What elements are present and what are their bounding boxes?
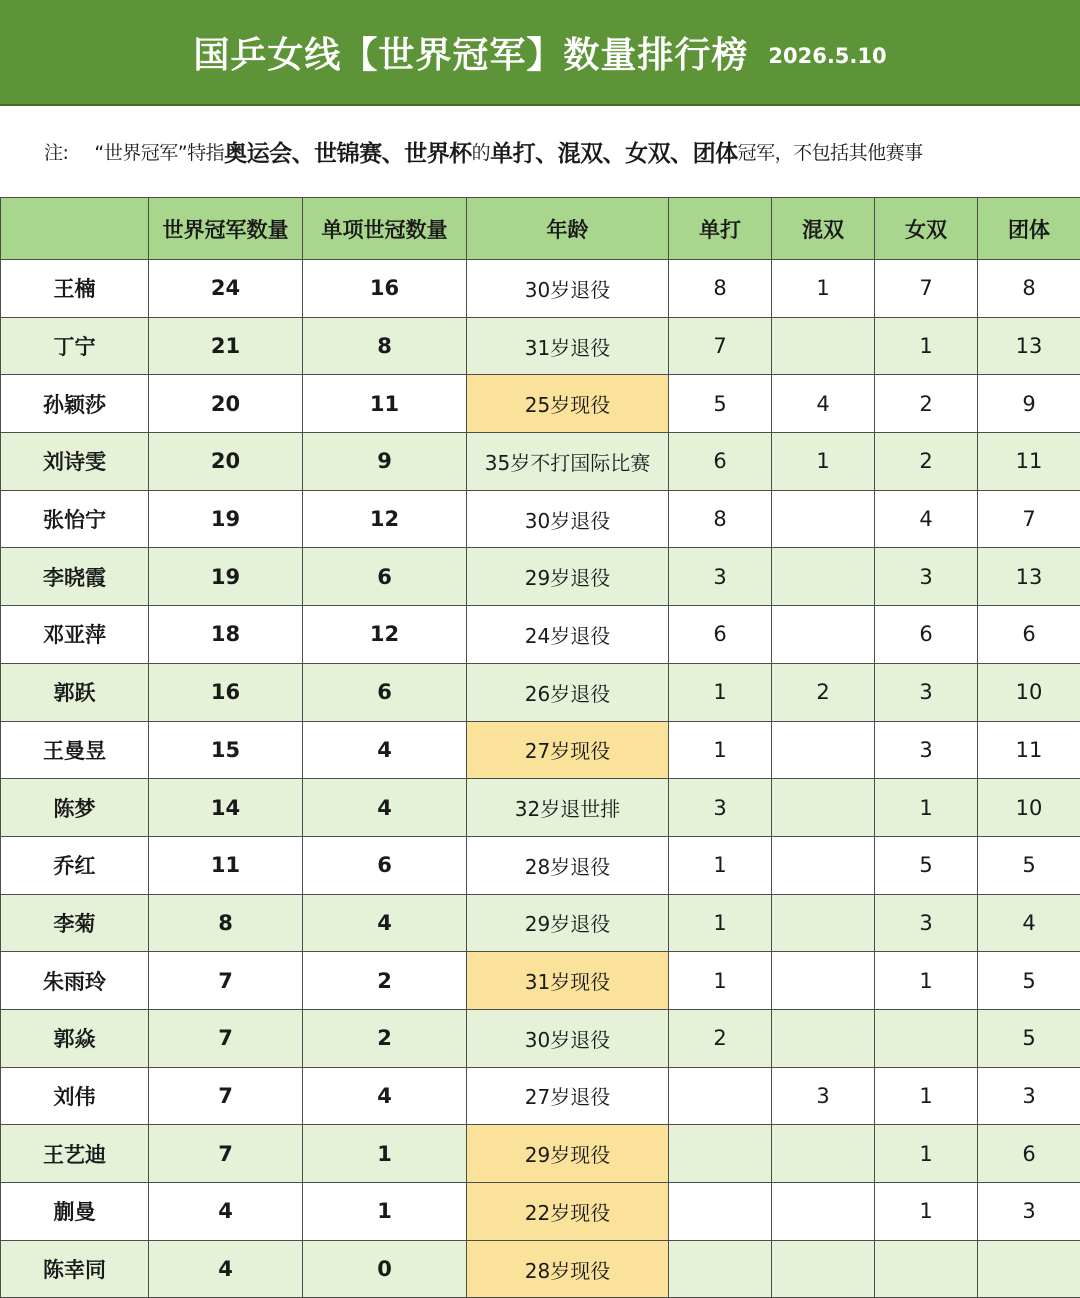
table-row [1, 952, 1080, 1010]
page-date: 2026.5.10 [768, 44, 886, 68]
cell-doubles-count: 1 [875, 1183, 978, 1241]
cell-player-name: 李晓霞 [1, 548, 149, 606]
cell-doubles-count: 3 [875, 548, 978, 606]
cell-player-name: 孙颖莎 [1, 375, 149, 433]
header-cell-team: 团体 [978, 198, 1080, 260]
cell-player-name: 张怡宁 [1, 490, 149, 548]
header-cell-doubles: 女双 [875, 198, 978, 260]
cell-player-name: 郭焱 [1, 1009, 149, 1067]
cell-singles-count: 8 [669, 490, 772, 548]
cell-singles-count: 6 [669, 433, 772, 491]
cell-team-count: 3 [978, 1183, 1080, 1241]
cell-player-name: 郭跃 [1, 663, 149, 721]
cell-total-count: 4 [149, 1183, 303, 1241]
table-header-row [1, 198, 1080, 260]
cell-player-name: 乔红 [1, 836, 149, 894]
header-cell-name [1, 198, 149, 260]
table-row [1, 1067, 1080, 1125]
cell-mixed-count [772, 1009, 875, 1067]
note-prefix: “世界冠军”特指 [94, 138, 224, 165]
cell-doubles-count: 3 [875, 721, 978, 779]
cell-doubles-count: 2 [875, 433, 978, 491]
note-events: 奥运会、世锦赛、世界杯 [224, 135, 472, 168]
cell-single-event-count: 11 [303, 375, 467, 433]
table-row [1, 317, 1080, 375]
cell-total-count: 7 [149, 1009, 303, 1067]
header-cell-total: 世界冠军数量 [149, 198, 303, 260]
cell-singles-count [669, 1183, 772, 1241]
cell-age-status: 30岁退役 [467, 490, 669, 548]
cell-doubles-count: 3 [875, 894, 978, 952]
cell-single-event-count: 4 [303, 721, 467, 779]
cell-single-event-count: 2 [303, 1009, 467, 1067]
cell-single-event-count: 4 [303, 894, 467, 952]
cell-doubles-count: 1 [875, 1125, 978, 1183]
cell-single-event-count: 9 [303, 433, 467, 491]
table-row [1, 260, 1080, 318]
cell-team-count: 10 [978, 779, 1080, 837]
cell-total-count: 4 [149, 1240, 303, 1298]
cell-player-name: 王艺迪 [1, 1125, 149, 1183]
cell-mixed-count [772, 721, 875, 779]
cell-team-count: 5 [978, 836, 1080, 894]
table-row [1, 375, 1080, 433]
cell-doubles-count: 1 [875, 952, 978, 1010]
cell-single-event-count: 12 [303, 490, 467, 548]
cell-mixed-count: 4 [772, 375, 875, 433]
cell-doubles-count: 3 [875, 663, 978, 721]
cell-total-count: 14 [149, 779, 303, 837]
cell-singles-count [669, 1125, 772, 1183]
cell-team-count: 11 [978, 433, 1080, 491]
cell-singles-count: 8 [669, 260, 772, 318]
cell-single-event-count: 4 [303, 1067, 467, 1125]
cell-singles-count [669, 1240, 772, 1298]
cell-player-name: 朱雨玲 [1, 952, 149, 1010]
cell-total-count: 11 [149, 836, 303, 894]
cell-total-count: 19 [149, 490, 303, 548]
cell-single-event-count: 1 [303, 1125, 467, 1183]
table-row [1, 1183, 1080, 1241]
cell-mixed-count [772, 1125, 875, 1183]
cell-singles-count [669, 1067, 772, 1125]
cell-doubles-count: 7 [875, 260, 978, 318]
cell-total-count: 8 [149, 894, 303, 952]
table-row [1, 1125, 1080, 1183]
cell-age-status: 25岁现役 [467, 375, 669, 433]
note-connector: 的 [472, 138, 491, 165]
ranking-table [0, 197, 1080, 1298]
cell-team-count: 13 [978, 317, 1080, 375]
cell-mixed-count [772, 952, 875, 1010]
cell-mixed-count [772, 894, 875, 952]
cell-doubles-count: 6 [875, 606, 978, 664]
page-header [0, 0, 1080, 106]
cell-single-event-count: 1 [303, 1183, 467, 1241]
cell-player-name: 陈幸同 [1, 1240, 149, 1298]
cell-singles-count: 1 [669, 894, 772, 952]
cell-total-count: 7 [149, 1067, 303, 1125]
cell-total-count: 20 [149, 433, 303, 491]
cell-singles-count: 1 [669, 721, 772, 779]
cell-team-count: 10 [978, 663, 1080, 721]
cell-total-count: 15 [149, 721, 303, 779]
cell-single-event-count: 8 [303, 317, 467, 375]
note-types: 单打、混双、女双、团体 [490, 135, 738, 168]
cell-single-event-count: 6 [303, 548, 467, 606]
table-row [1, 894, 1080, 952]
cell-mixed-count: 1 [772, 433, 875, 491]
cell-age-status: 29岁退役 [467, 894, 669, 952]
header-cell-single-event: 单项世冠数量 [303, 198, 467, 260]
cell-age-status: 27岁退役 [467, 1067, 669, 1125]
cell-doubles-count: 5 [875, 836, 978, 894]
cell-mixed-count [772, 317, 875, 375]
cell-mixed-count [772, 836, 875, 894]
cell-total-count: 21 [149, 317, 303, 375]
table-row [1, 721, 1080, 779]
cell-team-count: 6 [978, 1125, 1080, 1183]
cell-player-name: 丁宁 [1, 317, 149, 375]
cell-mixed-count [772, 1183, 875, 1241]
cell-age-status: 30岁退役 [467, 1009, 669, 1067]
cell-mixed-count [772, 779, 875, 837]
cell-age-status: 29岁退役 [467, 548, 669, 606]
cell-age-status: 28岁退役 [467, 836, 669, 894]
cell-single-event-count: 2 [303, 952, 467, 1010]
cell-team-count: 4 [978, 894, 1080, 952]
cell-age-status: 24岁退役 [467, 606, 669, 664]
cell-single-event-count: 4 [303, 779, 467, 837]
cell-singles-count: 1 [669, 952, 772, 1010]
cell-singles-count: 3 [669, 779, 772, 837]
cell-single-event-count: 0 [303, 1240, 467, 1298]
cell-doubles-count: 1 [875, 317, 978, 375]
cell-age-status: 22岁现役 [467, 1183, 669, 1241]
cell-singles-count: 1 [669, 663, 772, 721]
table-row [1, 606, 1080, 664]
table-row [1, 836, 1080, 894]
cell-player-name: 刘诗雯 [1, 433, 149, 491]
definition-note [0, 106, 1080, 197]
cell-mixed-count [772, 490, 875, 548]
cell-total-count: 20 [149, 375, 303, 433]
table-row [1, 779, 1080, 837]
cell-team-count: 8 [978, 260, 1080, 318]
page-title: 国乒女线【世界冠军】数量排行榜 [193, 27, 748, 78]
note-lead: 注: [44, 138, 68, 165]
cell-team-count: 11 [978, 721, 1080, 779]
table-row [1, 433, 1080, 491]
cell-total-count: 7 [149, 1125, 303, 1183]
cell-team-count: 7 [978, 490, 1080, 548]
cell-player-name: 邓亚萍 [1, 606, 149, 664]
cell-doubles-count: 1 [875, 1067, 978, 1125]
cell-age-status: 27岁现役 [467, 721, 669, 779]
cell-doubles-count: 2 [875, 375, 978, 433]
header-cell-age: 年龄 [467, 198, 669, 260]
cell-single-event-count: 16 [303, 260, 467, 318]
cell-total-count: 19 [149, 548, 303, 606]
cell-team-count: 9 [978, 375, 1080, 433]
cell-age-status: 35岁不打国际比赛 [467, 433, 669, 491]
cell-singles-count: 3 [669, 548, 772, 606]
cell-doubles-count [875, 1009, 978, 1067]
table-row [1, 548, 1080, 606]
table-row [1, 663, 1080, 721]
cell-team-count [978, 1240, 1080, 1298]
cell-singles-count: 6 [669, 606, 772, 664]
table-row [1, 490, 1080, 548]
cell-mixed-count [772, 548, 875, 606]
cell-player-name: 刘伟 [1, 1067, 149, 1125]
cell-age-status: 28岁现役 [467, 1240, 669, 1298]
cell-team-count: 5 [978, 952, 1080, 1010]
cell-player-name: 蒯曼 [1, 1183, 149, 1241]
note-suffix: 冠军，不包括其他赛事 [738, 138, 923, 165]
cell-mixed-count: 1 [772, 260, 875, 318]
cell-doubles-count: 1 [875, 779, 978, 837]
cell-player-name: 王曼昱 [1, 721, 149, 779]
cell-player-name: 李菊 [1, 894, 149, 952]
cell-mixed-count [772, 606, 875, 664]
cell-team-count: 6 [978, 606, 1080, 664]
header-cell-singles: 单打 [669, 198, 772, 260]
cell-team-count: 3 [978, 1067, 1080, 1125]
cell-mixed-count: 3 [772, 1067, 875, 1125]
cell-team-count: 13 [978, 548, 1080, 606]
cell-doubles-count: 4 [875, 490, 978, 548]
cell-total-count: 24 [149, 260, 303, 318]
cell-age-status: 26岁退役 [467, 663, 669, 721]
cell-player-name: 陈梦 [1, 779, 149, 837]
cell-single-event-count: 6 [303, 663, 467, 721]
table-row [1, 1240, 1080, 1298]
cell-total-count: 18 [149, 606, 303, 664]
cell-singles-count: 5 [669, 375, 772, 433]
cell-age-status: 31岁现役 [467, 952, 669, 1010]
cell-mixed-count: 2 [772, 663, 875, 721]
cell-age-status: 30岁退役 [467, 260, 669, 318]
cell-doubles-count [875, 1240, 978, 1298]
cell-total-count: 16 [149, 663, 303, 721]
cell-singles-count: 7 [669, 317, 772, 375]
cell-single-event-count: 12 [303, 606, 467, 664]
cell-single-event-count: 6 [303, 836, 467, 894]
cell-player-name: 王楠 [1, 260, 149, 318]
cell-team-count: 5 [978, 1009, 1080, 1067]
table-row [1, 1009, 1080, 1067]
cell-age-status: 32岁退世排 [467, 779, 669, 837]
cell-mixed-count [772, 1240, 875, 1298]
cell-total-count: 7 [149, 952, 303, 1010]
cell-singles-count: 1 [669, 836, 772, 894]
cell-singles-count: 2 [669, 1009, 772, 1067]
cell-age-status: 29岁现役 [467, 1125, 669, 1183]
cell-age-status: 31岁退役 [467, 317, 669, 375]
header-cell-mixed: 混双 [772, 198, 875, 260]
